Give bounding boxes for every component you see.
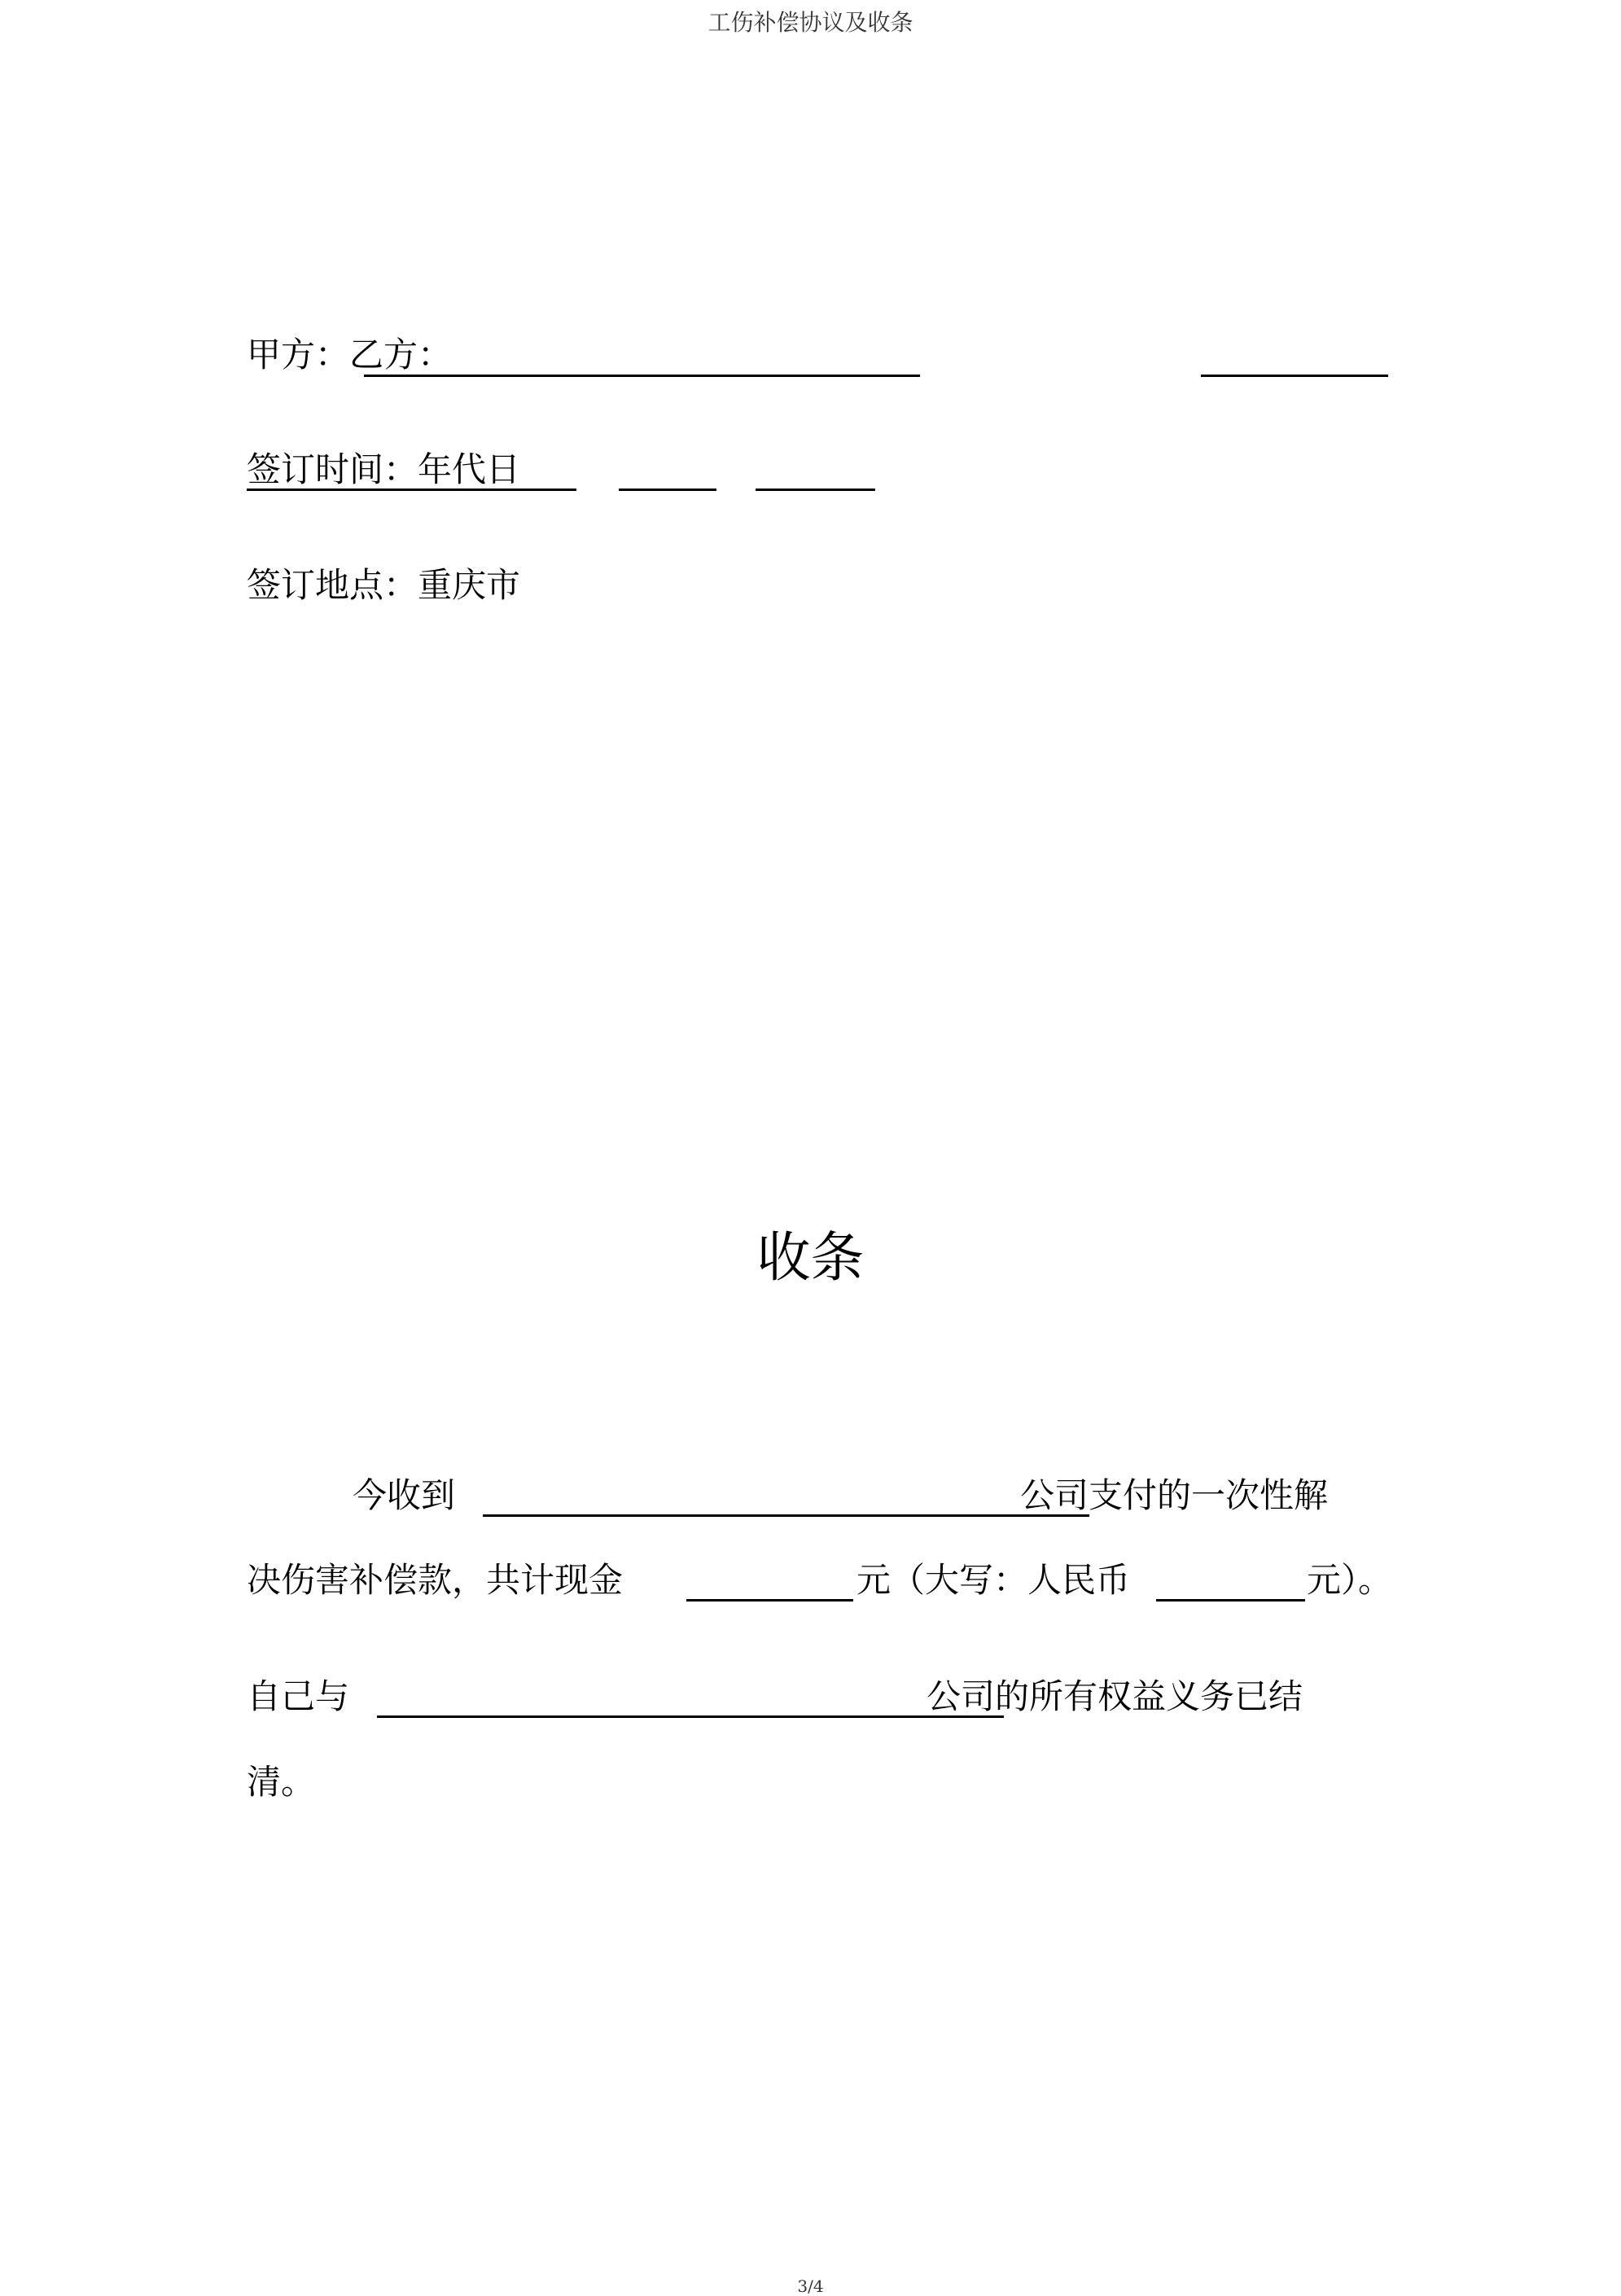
- cash-amount-underline: [686, 1599, 853, 1602]
- day-blank-underline: [756, 489, 875, 491]
- receipt-line2-suffix: 元）。: [1307, 1560, 1393, 1600]
- month-label: 代: [452, 449, 487, 489]
- year-label: 年: [418, 449, 453, 489]
- party-b-label: 乙方：: [349, 335, 453, 375]
- party-a-signature-underline: [1201, 375, 1388, 377]
- receipt-line1-suffix: 公司支付的一次性解: [1020, 1475, 1329, 1515]
- page-header: 工伤补偿协议及收条: [708, 9, 913, 36]
- month-blank-underline: [619, 489, 716, 491]
- receipt-line3-suffix: 公司的所有权益义务已结: [927, 1676, 1303, 1716]
- party-a-label: 甲方：: [247, 335, 350, 375]
- sign-place-line: [247, 565, 521, 605]
- sign-place-label: 签订地点：: [247, 565, 418, 605]
- receipt-title: 收条: [756, 1226, 865, 1289]
- rmb-amount-underline: [1156, 1599, 1305, 1602]
- day-label: 日: [486, 449, 521, 489]
- receipt-line3-underline: [377, 1715, 1004, 1718]
- sign-date-underline: [247, 489, 576, 491]
- receipt-line2-middle: 元（大写：人民币: [857, 1560, 1131, 1600]
- receipt-line3-prefix: 自己与: [247, 1676, 350, 1716]
- page-number: 3/4: [797, 2276, 824, 2296]
- receipt-line4: 清。: [247, 1762, 316, 1802]
- party-line: [247, 335, 453, 375]
- receipt-line1-underline: [483, 1514, 1089, 1517]
- sign-date-label: 签订时间：: [247, 449, 418, 489]
- sign-date-line: [247, 449, 521, 489]
- sign-place-value: 重庆市: [418, 565, 521, 605]
- receipt-line1-prefix: 今收到: [353, 1475, 456, 1515]
- party-b-blank-underline: [364, 375, 920, 377]
- receipt-line2-prefix: 决伤害补偿款，共计现金: [247, 1560, 624, 1600]
